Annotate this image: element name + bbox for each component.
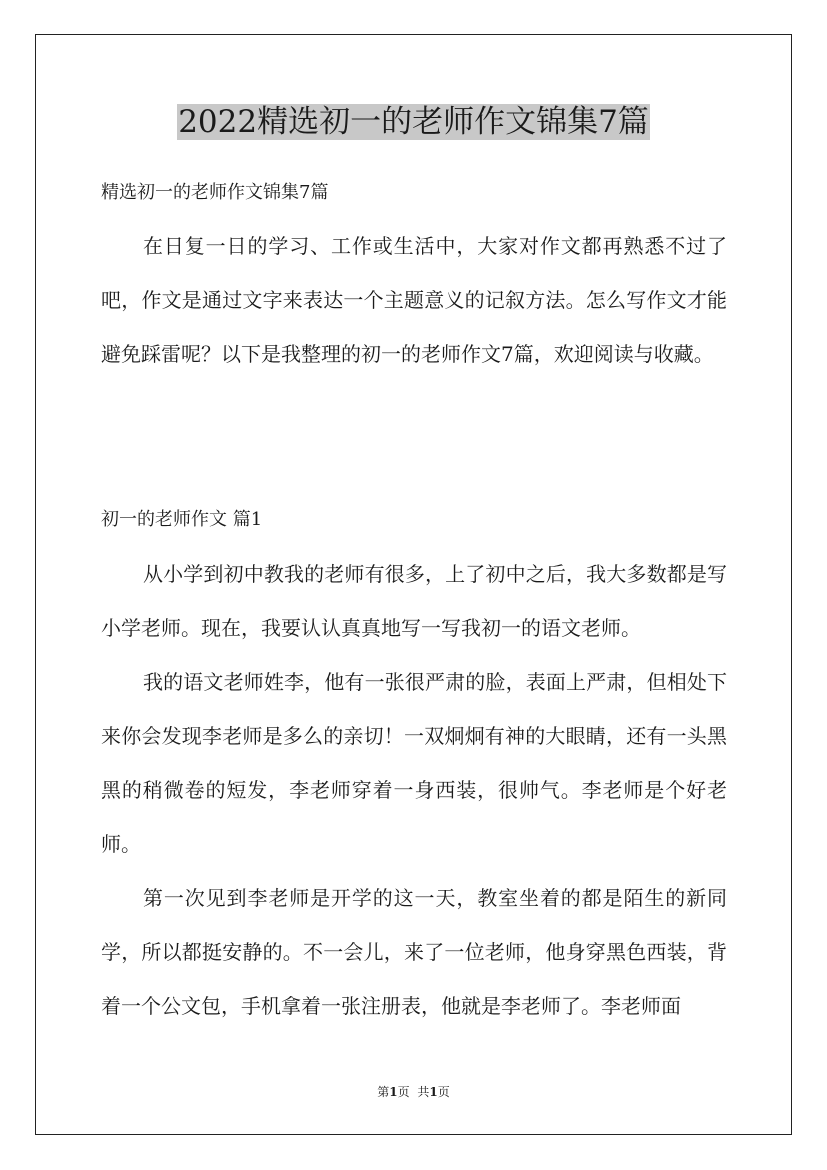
body-paragraph-2: 我的语文老师姓李，他有一张很严肃的脸，表面上严肃，但相处下来你会发现李老师是多么的亲切！一双炯炯有神的大眼睛，还有一头黑黑的稍微卷的短发，李老师穿着一身西装，很帅气。李老师是个好老师。 bbox=[101, 670, 727, 856]
footer-total-prefix: 共 bbox=[417, 1085, 430, 1099]
section-heading: 初一的老师作文 篇1 bbox=[101, 509, 263, 530]
footer-page-suffix: 页 bbox=[397, 1085, 410, 1099]
intro-paragraph: 在日复一日的学习、工作或生活中，大家对作文都再熟悉不过了吧，作文是通过文字来表达一个主题意义的记叙方法。怎么写作文才能避免踩雷呢？以下是我整理的初一的老师作文7篇，欢迎阅读与收藏。 bbox=[101, 234, 727, 366]
footer-page-total: 1 bbox=[429, 1085, 438, 1099]
document-title-text: 2022精选初一的老师作文锦集7篇 bbox=[178, 104, 649, 140]
footer-page-current: 1 bbox=[389, 1085, 398, 1099]
document-subtitle: 精选初一的老师作文锦集7篇 bbox=[101, 182, 329, 203]
page-footer bbox=[0, 1084, 827, 1100]
footer-total-suffix: 页 bbox=[437, 1085, 450, 1099]
document-title bbox=[0, 100, 827, 144]
body-paragraph-1: 从小学到初中教我的老师有很多，上了初中之后，我大多数都是写小学老师。现在，我要认认真真地写一写我初一的语文老师。 bbox=[101, 562, 727, 640]
footer-page-prefix: 第 bbox=[377, 1085, 390, 1099]
body-paragraph-3-text: 第一次见到李老师是开学的这一天，教室坐着的都是陌生的新同学，所以都挺安静的。不一会儿，来了一位老师，他身穿黑色西装，背着一个公文包，手机拿着一张注册表，他就是李老师了。李老师面 bbox=[101, 886, 727, 1018]
body-paragraph-3 bbox=[101, 871, 727, 1033]
